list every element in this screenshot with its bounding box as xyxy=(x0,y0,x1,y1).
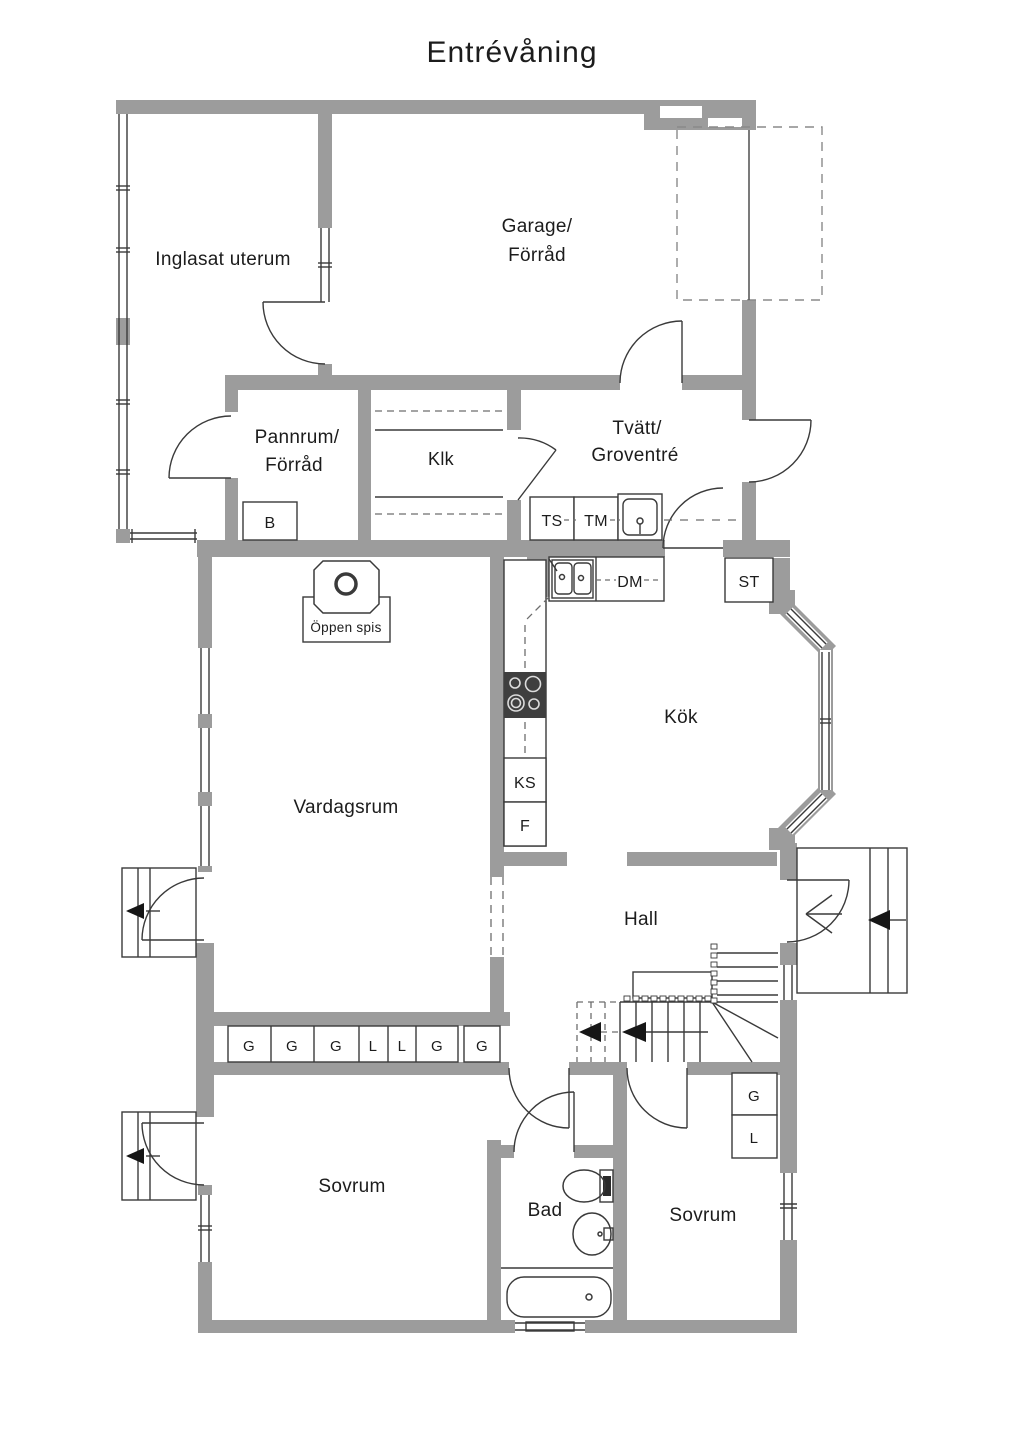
wall-vardagsrum-hall-stub xyxy=(490,957,504,1012)
window-uterum-south xyxy=(130,529,197,543)
wall-west-spacer1 xyxy=(198,714,212,728)
window-hall-east xyxy=(780,965,797,1000)
label-g6: G xyxy=(748,1088,760,1105)
label-sovrum-hoger: Sovrum xyxy=(669,1205,737,1226)
wall-west-b xyxy=(198,866,212,872)
wall-vardagsrum-kok xyxy=(490,557,504,877)
window-sovrum-hoger xyxy=(780,1173,797,1240)
basin-dot xyxy=(598,1232,602,1236)
toilet-tank-fill xyxy=(603,1176,611,1196)
door-arc xyxy=(627,1068,687,1128)
label-tvatt-2: Groventré xyxy=(591,445,679,466)
door-leaf xyxy=(518,450,556,500)
wall-bottom xyxy=(198,1320,797,1333)
wall-pannrum-left-b xyxy=(225,478,238,540)
wall-bad-east xyxy=(613,1075,627,1320)
label-g3: G xyxy=(330,1038,342,1055)
wall-west-a xyxy=(198,540,212,648)
wall-pannrum-right xyxy=(358,390,371,540)
wall-east-tvatt xyxy=(742,482,756,540)
wall-main-horizontal xyxy=(197,540,665,557)
label-g1: G xyxy=(243,1038,255,1055)
door-arc xyxy=(518,438,556,450)
wall-st-right xyxy=(773,558,790,592)
wall-west-c xyxy=(198,1185,212,1195)
wall-klk-right-b xyxy=(507,500,521,540)
label-tm: TM xyxy=(584,513,608,530)
label-st: ST xyxy=(738,574,760,591)
toilet-bowl xyxy=(563,1170,605,1202)
floor-plan-title: Entrévåning xyxy=(426,36,598,69)
wall-bad-north-a xyxy=(501,1145,514,1158)
window-vardagsrum-2 xyxy=(198,728,212,792)
wall-west-mid2 xyxy=(196,1075,214,1117)
label-f: F xyxy=(519,818,531,835)
wall-divider-uterum-garage xyxy=(318,114,332,228)
label-pannrum-2: Förråd xyxy=(265,455,323,476)
label-klk: Klk xyxy=(428,449,454,469)
wall-west-spacer2 xyxy=(198,792,212,806)
wall-pannrum-left-a xyxy=(225,390,238,412)
label-dm: DM xyxy=(617,574,643,591)
wall-east-d xyxy=(780,1240,797,1333)
wall-uterum-post xyxy=(116,318,130,345)
label-l1: L xyxy=(368,1038,378,1055)
window-vardagsrum-3 xyxy=(198,806,212,866)
label-sovrum-vanster: Sovrum xyxy=(318,1176,386,1197)
label-l2: L xyxy=(397,1038,407,1055)
wall-bad-north-b xyxy=(574,1145,627,1158)
wall-hall-south-b xyxy=(569,1062,627,1075)
window-divider xyxy=(318,228,332,302)
wall-east-entry-b xyxy=(780,943,797,965)
door-arc xyxy=(749,420,811,482)
wall-east-c xyxy=(780,1000,797,1173)
stair-winder xyxy=(712,1002,752,1062)
door-arc xyxy=(620,321,682,383)
label-oppen-spis: Öppen spis xyxy=(310,620,382,635)
wall-garage-south xyxy=(225,375,620,390)
stair-balusters-v xyxy=(711,944,717,1003)
label-bad: Bad xyxy=(527,1200,563,1221)
label-g4: G xyxy=(431,1038,443,1055)
niche-garage-1 xyxy=(660,106,702,118)
kitchen-sink-basin-2 xyxy=(574,563,591,594)
label-inglasat-uterum: Inglasat uterum xyxy=(155,249,291,270)
label-tvatt-1: Tvätt/ xyxy=(612,418,662,439)
label-ks: KS xyxy=(514,775,536,792)
door-arc xyxy=(509,1068,569,1128)
label-kok: Kök xyxy=(664,707,698,728)
label-hall: Hall xyxy=(624,909,658,930)
stair-rail xyxy=(633,972,712,998)
bathtub xyxy=(507,1277,611,1317)
window-sovrum-vanster xyxy=(198,1195,212,1262)
stair-winder xyxy=(712,1002,778,1038)
wall-bad-west xyxy=(487,1140,501,1320)
label-pannrum-1: Pannrum/ xyxy=(254,427,340,448)
label-g2: G xyxy=(286,1038,298,1055)
wall-top xyxy=(116,100,644,114)
niche-garage-2 xyxy=(708,118,742,127)
label-g5: G xyxy=(476,1038,488,1055)
wall-uterum-corner xyxy=(116,529,130,543)
label-garage-1: Garage/ xyxy=(501,216,573,237)
fireplace-stove xyxy=(314,561,379,613)
garderob-row xyxy=(228,1026,458,1062)
label-vardagsrum: Vardagsrum xyxy=(293,797,399,818)
stair-arrow xyxy=(622,1022,646,1042)
door-arc xyxy=(263,302,325,364)
label-l3: L xyxy=(749,1130,759,1147)
wall-garage-south-right xyxy=(682,375,749,390)
wall-hall-north xyxy=(627,852,777,866)
wall-hall-south-a xyxy=(214,1062,509,1075)
window-bay-diag-top-glass xyxy=(789,611,824,646)
label-ts: TS xyxy=(541,513,563,530)
stair-arrow-dashed xyxy=(579,1022,601,1042)
wall-klk-right-a xyxy=(507,390,521,430)
window-vardagsrum-1 xyxy=(198,648,212,714)
stove xyxy=(504,672,546,718)
wall-west-mid xyxy=(196,943,214,1075)
wall-east-garage xyxy=(742,300,756,420)
door-arc xyxy=(663,488,723,548)
door-arc xyxy=(169,416,231,478)
wall-main-horizontal-right xyxy=(723,540,790,557)
wall-garderob-top xyxy=(214,1012,510,1026)
label-b: B xyxy=(264,515,276,532)
label-garage-2: Förråd xyxy=(508,245,566,266)
